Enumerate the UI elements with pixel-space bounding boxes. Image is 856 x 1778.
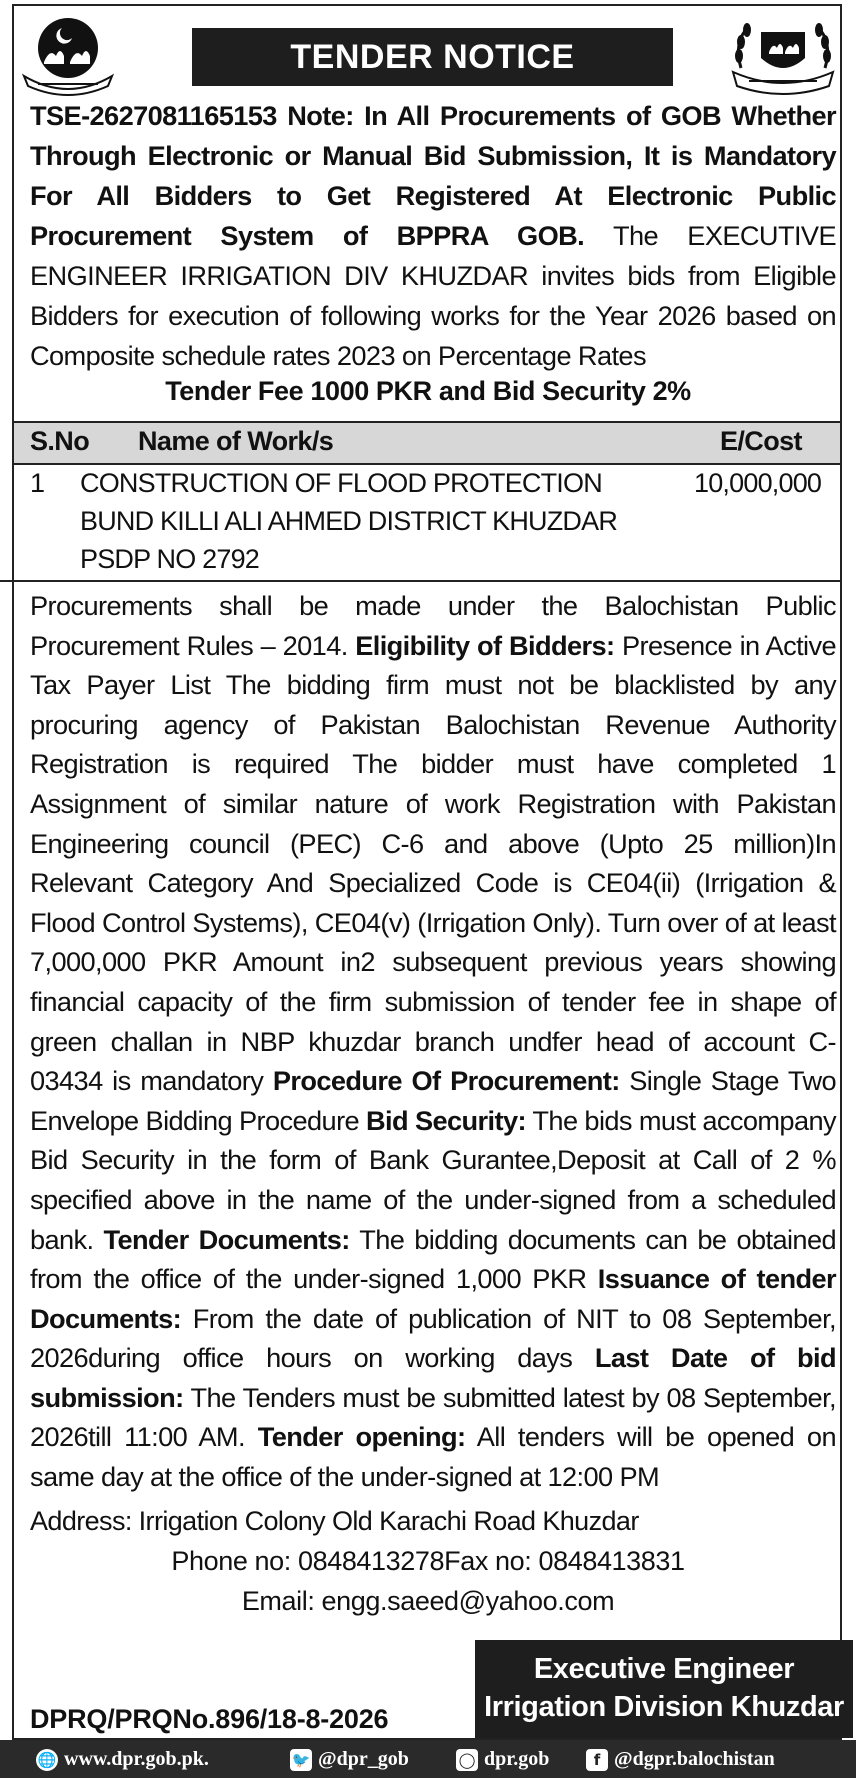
row-name-line: CONSTRUCTION OF FLOOD PROTECTION	[80, 468, 602, 498]
row-name	[80, 464, 617, 578]
table-header	[14, 421, 840, 465]
tender-fee-line: Tender Fee 1000 PKR and Bid Security 2%	[165, 376, 691, 406]
body-text: Single Stage Two Envelope Bidding Procedure	[30, 1065, 836, 1136]
eligibility-heading: Eligibility of Bidders:	[355, 629, 615, 661]
footer-twitter[interactable]	[290, 1748, 409, 1771]
body-text: The Tenders must be submitted latest by 08 September, 2026till 11:00 AM.	[30, 1381, 836, 1453]
issuance-heading: Issuance of tender Documents:	[30, 1263, 836, 1334]
signature-block	[475, 1640, 853, 1738]
email[interactable]: Email: engg.saeed@yahoo.com	[241, 1586, 615, 1616]
globe-icon: 🌐	[37, 1750, 57, 1769]
bid-security-heading: Bid Security:	[366, 1104, 526, 1136]
invitation-text: The EXECUTIVE ENGINEER IRRIGATION DIV KHUZDAR invites bids from Eligible Bidders for execution of following works for the Year 2026 based on Composite schedule rates 2023 on Percentage Rates	[30, 220, 836, 371]
col-name: Name of Work/s	[138, 426, 334, 456]
registration-note: TSE-2627081165153 Note: In All Procurements of GOB Whether Through Electronic or Manual Bid Submission, It is Mandatory For All Bidders to Get Registered At Electronic Public Procurement System of BPPRA GOB.	[30, 100, 836, 251]
body-text: The bidding documents can be obtained from the office of the under-signed 1,000 PKR	[30, 1223, 836, 1295]
instagram-handle[interactable]: dpr.gob	[484, 1748, 550, 1770]
footer-instagram[interactable]	[456, 1748, 549, 1771]
row-sno: 1	[30, 468, 45, 498]
facebook-handle[interactable]: @dgpr.balochistan	[614, 1748, 775, 1770]
body-text: The bids must accompany Bid Security in the form of Bank Gurantee,Deposit at Call of 2 % specified above in the name of the under-signed from a scheduled bank.	[30, 1104, 836, 1255]
footer-bar	[0, 1740, 856, 1778]
twitter-handle[interactable]: @dpr_gob	[318, 1748, 409, 1770]
col-cost: E/Cost	[720, 426, 802, 456]
body-text: From the date of publication of NIT to 08 September, 2026during office hours on working days	[30, 1302, 836, 1374]
row-name-line: PSDP NO 2792	[80, 544, 260, 574]
signature-title: Executive Engineer	[533, 1653, 795, 1685]
col-sno: S.No	[30, 426, 90, 456]
footer-facebook[interactable]	[586, 1748, 775, 1771]
body-text: Presence in Active Tax Payer List The bidding firm must not be blacklisted by any procuring agency of Pakistan Balochistan Revenue Authority Registration is required The bidder must have completed 1 Assignment of similar nature of work Registration with Pakistan Engineering council (PEC) C-6 and above (Upto 25 million)In Relevant Category And Specialized Code is CE04(ii) (Irrigation & Flood Control Systems), CE04(v) (Irrigation Only). Turn over of at least 7,000,000 PKR Amount in2 subsequent previous years showing financial capacity of the firm submission of tender fee in shape of green challan in NBP khuzdar branch undfer head of account C-03434 is mandatory	[30, 629, 836, 1097]
website-link[interactable]: www.dpr.gob.pk.	[64, 1748, 209, 1770]
last-date-heading: Last Date of bid submission:	[30, 1342, 836, 1413]
signature-division: Irrigation Division Khuzdar	[484, 1691, 844, 1723]
intro-paragraph	[30, 96, 836, 376]
government-crest-icon	[727, 18, 839, 98]
row-cost: 10,000,000	[694, 468, 822, 498]
procedure-heading: Procedure Of Procurement:	[272, 1065, 620, 1097]
conditions-paragraph	[30, 586, 836, 1497]
tender-opening-heading: Tender opening:	[257, 1421, 466, 1453]
tender-documents-heading: Tender Documents:	[103, 1223, 350, 1255]
footer-website[interactable]	[36, 1748, 209, 1771]
divider	[0, 580, 842, 582]
body-text: All tenders will be opened on same day at the office of the under-signed at 12:00 PM	[30, 1421, 836, 1493]
body-text: Procurements shall be made under the Balochistan Public Procurement Rules – 2014.	[30, 590, 836, 661]
page-title: TENDER NOTICE	[192, 28, 673, 86]
phone-fax: Phone no: 0848413278Fax no: 0848413831	[171, 1546, 685, 1576]
balochistan-emblem-icon	[22, 14, 114, 98]
reference-number: DPRQ/PRQNo.896/18-8-2026	[30, 1704, 389, 1734]
address: Address: Irrigation Colony Old Karachi Road Khuzdar	[30, 1506, 639, 1536]
twitter-icon: 🐦	[291, 1750, 311, 1769]
row-name-line: BUND KILLI ALI AHMED DISTRICT KHUZDAR	[80, 506, 618, 536]
instagram-icon: ◯	[456, 1749, 478, 1771]
facebook-icon: f	[586, 1749, 608, 1771]
